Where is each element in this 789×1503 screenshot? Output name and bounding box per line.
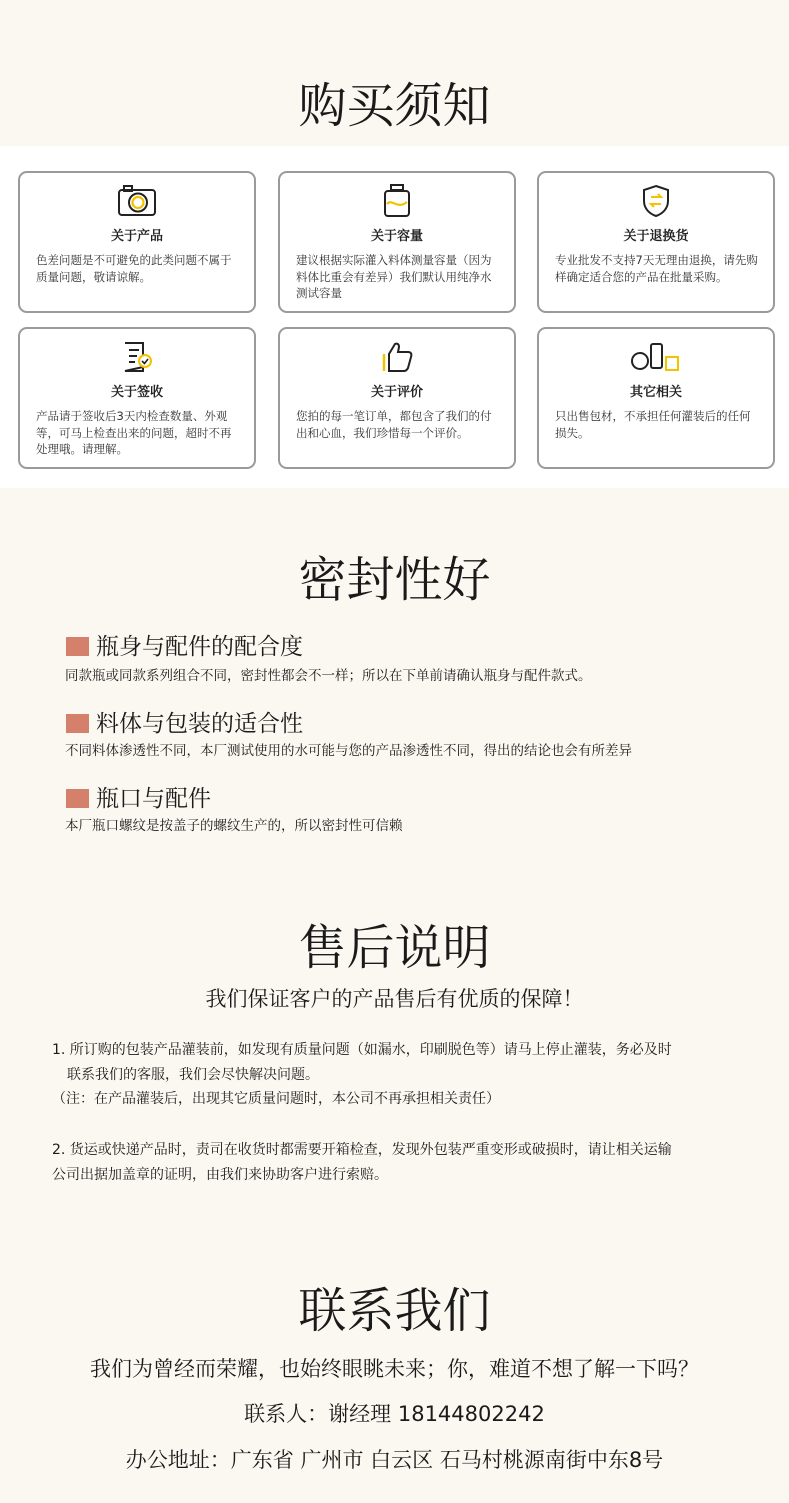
card-desc: 色差问题是不可避免的此类问题不属于质量问题，敬请谅解。 <box>36 253 232 284</box>
sealing-heading: 瓶身与配件的配合度 <box>96 634 303 660</box>
contact-address: 办公地址：广东省 广州市 白云区 石马村桃源南街中东8号 <box>125 1448 664 1472</box>
shield-icon <box>539 185 773 217</box>
card-desc: 专业批发不支持7天无理由退换，请先购样确定适合您的产品在批量采购。 <box>555 253 758 284</box>
aftersales-tagline: 我们保证客户的产品售后有优质的保障！ <box>205 987 584 1011</box>
card-desc: 产品请于签收后3天内检查数量、外观等，可马上检查出来的问题，超时不再处理哦。请理解。 <box>36 409 232 456</box>
card-returns <box>537 171 775 313</box>
shapes-icon <box>539 341 773 373</box>
card-signing <box>18 327 256 469</box>
sealing-text: 不同料体渗透性不同，本厂测试使用的水可能与您的产品渗透性不同，得出的结论也会有所差异 <box>65 743 632 759</box>
card-title: 关于产品 <box>110 229 163 244</box>
card-capacity <box>278 171 516 313</box>
contact-slogan: 我们为曾经而荣耀，也始终眼眺未来；你，难道不想了解一下吗？ <box>90 1357 699 1381</box>
card-title: 关于评价 <box>370 385 423 400</box>
bullet-square <box>66 714 89 733</box>
card-desc: 建议根据实际灌入料体测量容量（因为料体比重会有差异）我们默认用纯净水测试容量 <box>296 253 492 300</box>
card-title: 关于退换货 <box>623 229 689 244</box>
card-title: 其它相关 <box>629 385 682 400</box>
card-desc: 您拍的每一笔订单，都包含了我们的付出和心血，我们珍惜每一个评价。 <box>296 409 492 440</box>
sealing-text: 同款瓶或同款系列组合不同，密封性都会不一样；所以在下单前请确认瓶身与配件款式。 <box>65 668 592 684</box>
card-title: 关于签收 <box>110 385 163 400</box>
aftersales-item-2: 2. 货运或快递产品时，责司在收货时都需要开箱检查，发现外包装严重变形或破损时，请让相关运输 <box>52 1142 672 1158</box>
aftersales-note: （注：在产品灌装后，出现其它质量问题时，本公司不再承担相关责任） <box>52 1091 500 1107</box>
sealing-title: 密封性好 <box>298 552 491 608</box>
card-desc: 只出售包材，不承担任何灌装后的任何损失。 <box>555 409 751 440</box>
bullet-square <box>66 789 89 808</box>
sealing-heading: 料体与包装的适合性 <box>96 711 303 737</box>
aftersales-item-1: 1. 所订购的包装产品灌装前，如发现有质量问题（如漏水，印刷脱色等）请马上停止灌装，务必及时 <box>52 1042 672 1058</box>
card-other <box>537 327 775 469</box>
bottle-icon <box>280 185 514 217</box>
sealing-heading: 瓶口与配件 <box>96 786 211 812</box>
card-product <box>18 171 256 313</box>
aftersales-item-2-cont: 公司出据加盖章的证明，由我们来协助客户进行索赔。 <box>52 1167 388 1183</box>
aftersales-title: 售后说明 <box>298 920 491 976</box>
card-review <box>278 327 516 469</box>
camera-icon <box>20 185 254 217</box>
notice-panel <box>0 146 789 488</box>
card-title: 关于容量 <box>370 229 423 244</box>
bullet-square <box>66 637 89 656</box>
contact-person: 联系人：谢经理 18144802242 <box>244 1402 545 1426</box>
aftersales-item-1-cont: 联系我们的客服，我们会尽快解决问题。 <box>67 1067 319 1083</box>
sealing-text: 本厂瓶口螺纹是按盖子的螺纹生产的，所以密封性可信赖 <box>65 818 403 834</box>
purchase-title: 购买须知 <box>298 78 491 134</box>
thumbs-up-icon <box>280 341 514 373</box>
contact-title: 联系我们 <box>298 1283 491 1339</box>
document-check-icon <box>20 341 254 373</box>
